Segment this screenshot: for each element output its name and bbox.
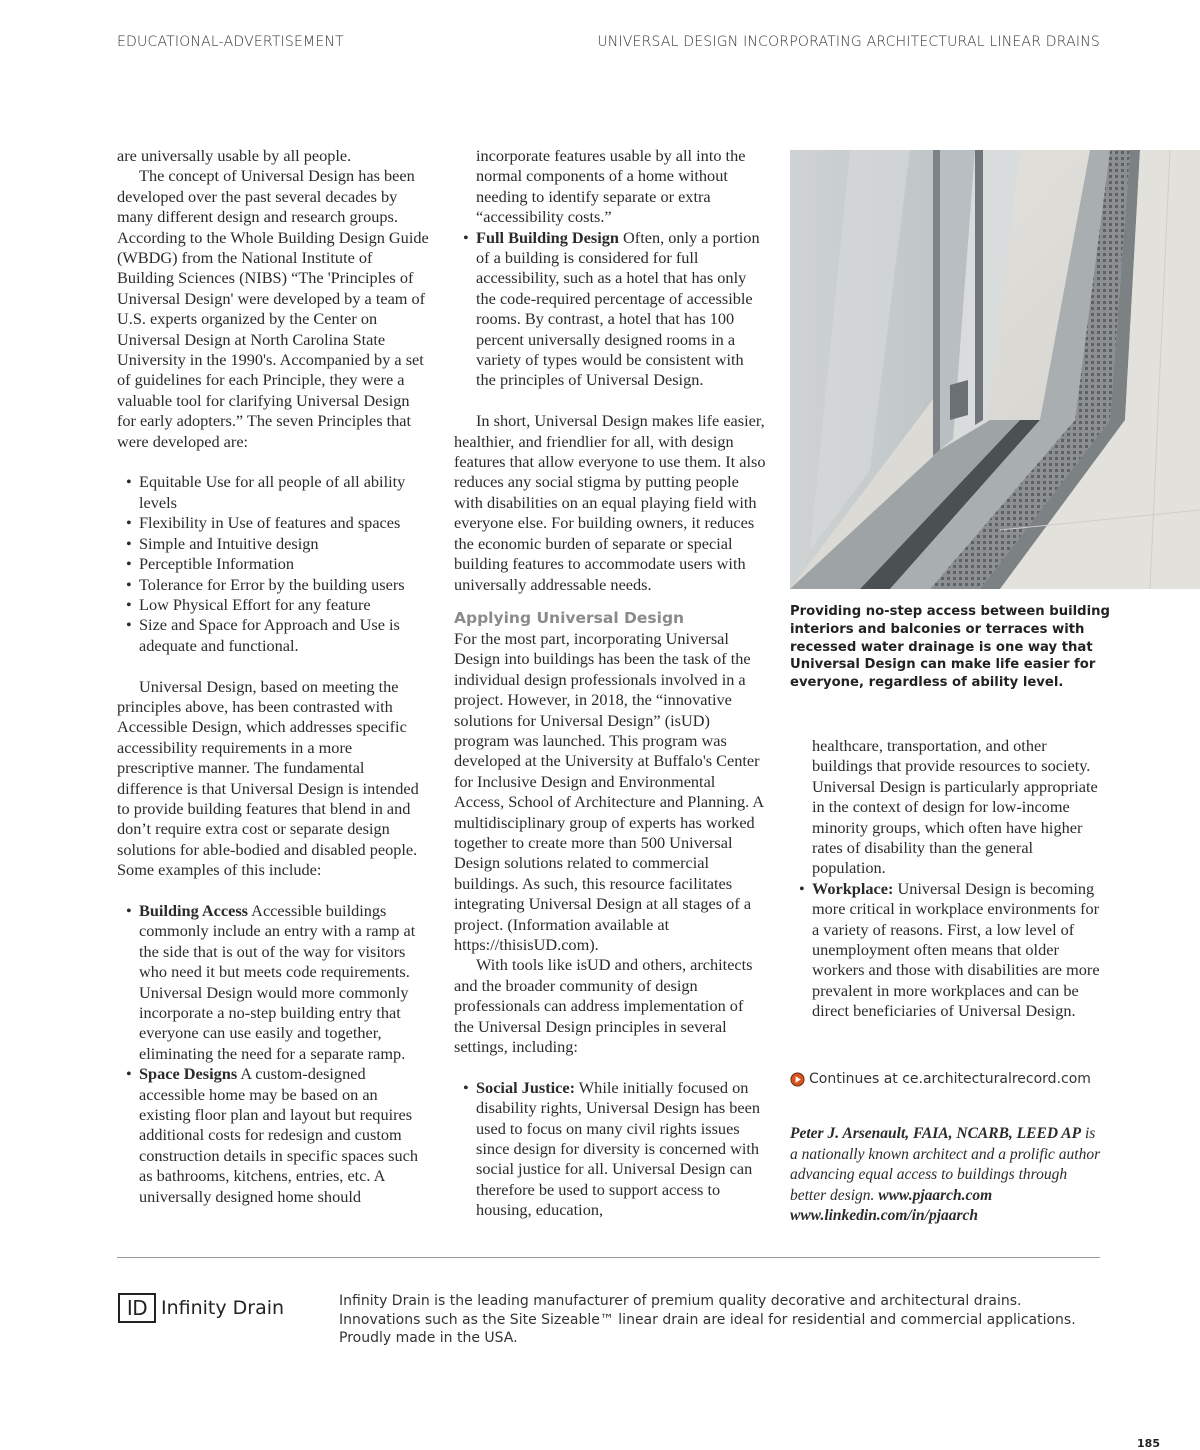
paragraph: The concept of Universal Design has been developed over the past several decades by many different design and research groups. According to the Whole Building Design Guide (WBDG) from the National Institute of Building Sciences (NIBS) “The 'Principles of Universal Design' were developed by a team of U.S. experts organized by the Center on Universal Design at North Carolina State University in the 1990's. Accompanied by a set of guidelines for each Principle, they were a valuable tool for clarifying Universal Design for early adopters.” The seven Principles that were developed are: <box>117 166 429 451</box>
list-item <box>454 1078 766 1221</box>
list-text: While initially focused on disability rights, Universal Design has been used to focus on many civil rights issues since design for diversity is concerned with social justice for all. Universal Design can therefore be used to support access to housing, education, <box>476 1077 760 1220</box>
photo-caption: Providing no-step access between building interiors and balconies or terraces with recessed water drainage is one way that Universal Design can make life easier for everyone, regardless of ability level. <box>790 604 1110 691</box>
list-item: • Low Physical Effort for any feature <box>117 595 429 615</box>
play-circle-icon <box>790 1072 805 1087</box>
list-item <box>117 1064 429 1207</box>
continued-list-text: incorporate features usable by all into the normal components of a home without needing to identify separate or extra “accessibility costs.” <box>476 146 746 227</box>
list-item <box>454 228 766 391</box>
page-number: 185 <box>1137 1437 1160 1450</box>
list-item <box>117 901 429 1064</box>
examples-list <box>117 901 429 1207</box>
list-term: Full Building Design <box>476 227 619 247</box>
list-term: Building Access <box>139 900 249 920</box>
list-item: • Perceptible Information <box>117 554 429 574</box>
sponsor-description: Infinity Drain is the leading manufacturer of premium quality decorative and architectural drains. Innovations such as the Site Sizeable™ linear drain are ideal for residential and commercial applications. Proudly made in the USA. <box>339 1293 1076 1347</box>
author-bio <box>790 1124 1102 1227</box>
continued-list-text: healthcare, transportation, and other buildings that provide resources to society. Universal Design is particularly appropriate in the context of design for low-income minority groups, which often have higher rates of disability than the general population. <box>812 736 1098 878</box>
logo-mark: ID <box>118 1293 156 1323</box>
column-1 <box>117 146 429 1207</box>
list-text: Accessible buildings commonly include an entry with a ramp at the side that is out of the way for visitors who need it but meets code requirements. Universal Design would more commonly incorporate a no-step building entry that everyone can use easily and together, eliminating the need for a separate ramp. <box>139 900 416 1063</box>
list-item: • Tolerance for Error by the building users <box>117 575 429 595</box>
infinity-drain-logo <box>118 1293 284 1323</box>
continues-text: Continues at ce.architecturalrecord.com <box>809 1071 1091 1087</box>
paragraph: Universal Design, based on meeting the principles above, has been contrasted with Accessible Design, which addresses specific accessibility requirements in a more prescriptive manner. The fundamental difference is that Universal Design is intended to provide building features that blend in and don’t require extra cost or separate design solutions for able-bodied and disabled people. Some examples of this include: <box>117 676 419 880</box>
running-header-left: EDUCATIONAL-ADVERTISEMENT <box>117 34 344 50</box>
paragraph: With tools like isUD and others, architects and the broader community of design professionals can address implementation of the Universal Design principles in several settings, including: <box>454 955 753 1057</box>
list-term: Space Designs <box>139 1064 238 1084</box>
list-term: Workplace: <box>812 878 894 898</box>
column-2 <box>454 146 766 1221</box>
logo-text: Infinity Drain <box>161 1297 285 1319</box>
section-subhead: Applying Universal Design <box>454 608 685 627</box>
list-text: A custom-designed accessible home may be based on an existing floor plan and layout but requires additional costs for redesign and custom construction details in specific spaces such as bathrooms, kitchens, entries, etc. A universally designed home should <box>139 1064 418 1206</box>
drain-photo <box>790 150 1200 589</box>
paragraph: are universally usable by all people. <box>117 146 352 165</box>
full-building-list <box>454 228 766 391</box>
author-links[interactable]: www.pjaarch.com www.linkedin.com/in/pjaarch <box>790 1186 993 1225</box>
footer-divider <box>117 1257 1100 1258</box>
list-item: • Flexibility in Use of features and spaces <box>117 513 429 533</box>
paragraph: In short, Universal Design makes life easier, healthier, and friendlier for all, with design features that allow everyone to use them. It also reduces any social stigma by putting people with disabilities on an equal playing field with everyone else. For building owners, it reduces the economic burden of separate or special building features to accommodate users with universally addressable needs. <box>454 411 766 594</box>
list-item <box>790 879 1102 1022</box>
paragraph: For the most part, incorporating Universal Design into buildings has been the task of the individual design professionals involved in a project. However, in 2018, the “innovative solutions for Universal Design” (isUD) program was launched. This program was developed at the University at Buffalo's Center for Inclusive Design and Environmental Access, School of Architecture and Planning. A multidisciplinary group of experts has worked together to create more than 500 Universal Design solutions related to commercial buildings. As such, this resource facilitates integrating Universal Design at all stages of a project. (Information available at https://thisisUD.com). <box>454 628 764 955</box>
list-item: • Equitable Use for all people of all ability levels <box>117 472 429 513</box>
author-bio-text: is a nationally known architect and a prolific author advancing equal access to buildings through better design. <box>790 1125 1101 1204</box>
list-text: Universal Design is becoming more critical in workplace environments for a variety of reasons. First, a low level of unemployment often means that older workers and those with disabilities are more prevalent in more workplaces and can be direct beneficiaries of Universal Design. <box>812 878 1100 1021</box>
column-3 <box>790 736 1102 1022</box>
settings-list <box>454 1078 766 1221</box>
list-text: Often, only a portion of a building is considered for full accessibility, such as a hotel that has only the code-required percentage of accessible rooms. By contrast, a hotel that has 100 percent universally designed rooms in a variety of types would be consistent with the principles of Universal Design. <box>476 227 760 390</box>
workplace-list <box>790 879 1102 1022</box>
author-name: Peter J. Arsenault, FAIA, NCARB, LEED AP <box>790 1125 1082 1142</box>
running-header-right: UNIVERSAL DESIGN INCORPORATING ARCHITECTURAL LINEAR DRAINS <box>597 34 1100 50</box>
list-item: • Simple and Intuitive design <box>117 534 429 554</box>
list-item: • Size and Space for Approach and Use is adequate and functional. <box>117 615 429 656</box>
continues-link[interactable] <box>790 1071 1091 1087</box>
principles-list <box>117 472 429 656</box>
list-term: Social Justice: <box>476 1077 576 1097</box>
